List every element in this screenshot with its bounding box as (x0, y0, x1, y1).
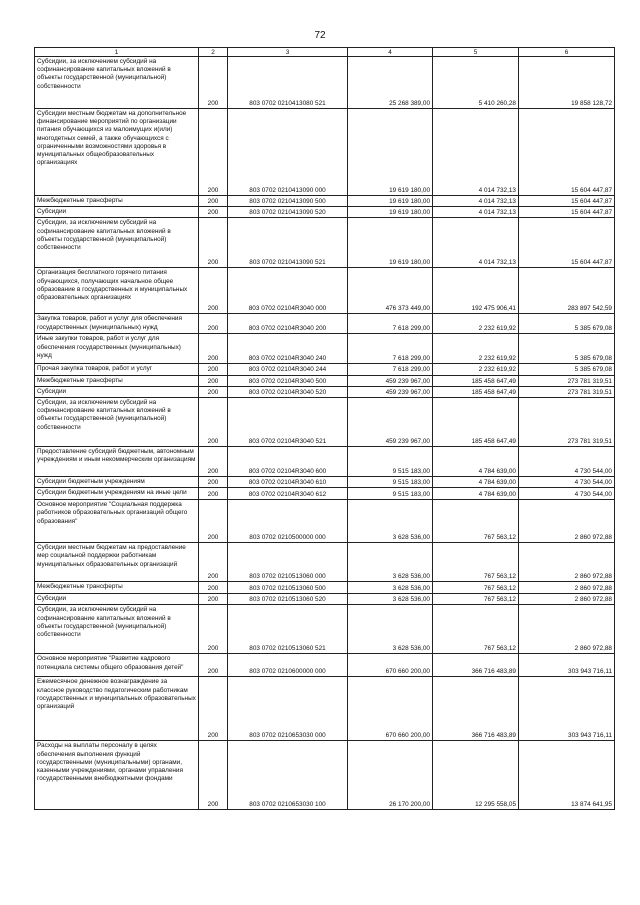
row-budget-code: 803 0702 02104R3040 244 (228, 364, 348, 375)
row-description: Субсидии местным бюджетам на предоставление мер социальной поддержки работникам муниципальных образовательных организаций (35, 543, 199, 582)
row-approved: 3 628 536,00 (348, 500, 433, 543)
row-executed: 4 014 732,13 (433, 218, 519, 268)
row-executed: 5 410 260,28 (433, 57, 519, 109)
row-unexecuted: 303 943 716,11 (519, 654, 615, 677)
table-row (35, 677, 615, 741)
row-approved: 459 239 967,00 (348, 398, 433, 447)
row-description: Субсидии (35, 207, 199, 218)
row-approved: 7 618 299,00 (348, 334, 433, 364)
table-row (35, 207, 615, 218)
row-budget-code: 803 0702 0210413090 521 (228, 218, 348, 268)
row-unexecuted: 15 604 447,87 (519, 196, 615, 207)
table-row (35, 314, 615, 334)
row-budget-code: 803 0702 0210513060 000 (228, 543, 348, 582)
row-description: Межбюджетные трансферты (35, 582, 199, 594)
row-unexecuted: 15 604 447,87 (519, 109, 615, 196)
row-budget-code: 803 0702 0210413080 521 (228, 57, 348, 109)
table-row (35, 398, 615, 447)
row-unexecuted: 2 860 972,88 (519, 605, 615, 654)
row-ved-code: 200 (199, 543, 228, 582)
row-approved: 670 660 200,00 (348, 654, 433, 677)
table-row (35, 488, 615, 500)
row-executed: 4 784 639,00 (433, 488, 519, 500)
row-executed: 4 014 732,13 (433, 196, 519, 207)
row-approved: 670 660 200,00 (348, 677, 433, 741)
row-unexecuted: 303 943 716,11 (519, 677, 615, 741)
row-approved: 26 170 200,00 (348, 741, 433, 810)
column-header-5: 5 (433, 48, 519, 57)
row-budget-code: 803 0702 02104R3040 600 (228, 447, 348, 477)
table-row (35, 543, 615, 582)
row-unexecuted: 4 730 544,00 (519, 488, 615, 500)
row-unexecuted: 19 858 128,72 (519, 57, 615, 109)
row-budget-code: 803 0702 02104R3040 521 (228, 398, 348, 447)
row-approved: 7 618 299,00 (348, 314, 433, 334)
row-ved-code: 200 (199, 375, 228, 386)
row-unexecuted: 273 781 319,51 (519, 398, 615, 447)
row-unexecuted: 5 385 679,08 (519, 364, 615, 375)
row-executed: 2 232 619,92 (433, 314, 519, 334)
row-approved: 19 619 180,00 (348, 207, 433, 218)
row-description: Субсидии, за исключением субсидий на софинансирование капитальных вложений в объекты государственной (муниципальной) собственности (35, 57, 199, 109)
row-ved-code: 200 (199, 334, 228, 364)
row-unexecuted: 5 385 679,08 (519, 334, 615, 364)
row-ved-code: 200 (199, 398, 228, 447)
row-budget-code: 803 0702 0210653030 000 (228, 677, 348, 741)
row-ved-code: 200 (199, 582, 228, 594)
row-ved-code: 200 (199, 488, 228, 500)
row-budget-code: 803 0702 0210653030 100 (228, 741, 348, 810)
row-ved-code: 200 (199, 57, 228, 109)
row-approved: 476 373 449,00 (348, 268, 433, 314)
row-description: Субсидии бюджетным учреждениям на иные цели (35, 488, 199, 500)
row-description: Организация бесплатного горячего питания обучающихся, получающих начальное общее образование в государственных и муниципальных образовательных организациях (35, 268, 199, 314)
table-row (35, 594, 615, 605)
row-approved: 3 628 536,00 (348, 605, 433, 654)
row-ved-code: 200 (199, 314, 228, 334)
table-row (35, 447, 615, 477)
row-description: Закупка товаров, работ и услуг для обеспечения государственных (муниципальных) нужд (35, 314, 199, 334)
row-budget-code: 803 0702 0210413090 000 (228, 109, 348, 196)
row-ved-code: 200 (199, 207, 228, 218)
row-executed: 2 232 619,92 (433, 364, 519, 375)
row-ved-code: 200 (199, 218, 228, 268)
row-unexecuted: 283 897 542,59 (519, 268, 615, 314)
row-budget-code: 803 0702 02104R3040 610 (228, 477, 348, 488)
row-unexecuted: 273 781 319,51 (519, 375, 615, 386)
column-header-4: 4 (348, 48, 433, 57)
row-executed: 4 014 732,13 (433, 109, 519, 196)
table-row (35, 57, 615, 109)
table-row (35, 364, 615, 375)
row-approved: 9 515 183,00 (348, 488, 433, 500)
row-approved: 459 239 967,00 (348, 375, 433, 386)
row-unexecuted: 4 730 544,00 (519, 477, 615, 488)
table-row (35, 477, 615, 488)
row-budget-code: 803 0702 02104R3040 520 (228, 386, 348, 397)
row-budget-code: 803 0702 02104R3040 500 (228, 375, 348, 386)
page-number: 72 (314, 30, 326, 41)
row-description: Основное мероприятие "Социальная поддержка работников образовательных организаций общего образования" (35, 500, 199, 543)
row-approved: 459 239 967,00 (348, 386, 433, 397)
row-approved: 9 515 183,00 (348, 477, 433, 488)
row-ved-code: 200 (199, 447, 228, 477)
row-unexecuted: 2 860 972,88 (519, 582, 615, 594)
row-description: Прочая закупка товаров, работ и услуг (35, 364, 199, 375)
row-executed: 2 232 619,92 (433, 334, 519, 364)
row-description: Межбюджетные трансферты (35, 375, 199, 386)
row-ved-code: 200 (199, 594, 228, 605)
row-description: Предоставление субсидий бюджетным, автономным учреждениям и иным некоммерческим организациям (35, 447, 199, 477)
row-executed: 767 563,12 (433, 543, 519, 582)
row-executed: 4 784 639,00 (433, 477, 519, 488)
row-approved: 9 515 183,00 (348, 447, 433, 477)
table-row (35, 109, 615, 196)
row-budget-code: 803 0702 02104R3040 612 (228, 488, 348, 500)
row-unexecuted: 15 604 447,87 (519, 207, 615, 218)
column-number-row (35, 48, 615, 57)
row-description: Межбюджетные трансферты (35, 196, 199, 207)
row-approved: 3 628 536,00 (348, 594, 433, 605)
row-budget-code: 803 0702 02104R3040 200 (228, 314, 348, 334)
row-executed: 366 716 483,89 (433, 654, 519, 677)
row-approved: 19 619 180,00 (348, 109, 433, 196)
row-executed: 185 458 647,49 (433, 398, 519, 447)
row-budget-code: 803 0702 0210600000 000 (228, 654, 348, 677)
row-executed: 4 014 732,13 (433, 207, 519, 218)
row-ved-code: 200 (199, 268, 228, 314)
row-executed: 767 563,12 (433, 594, 519, 605)
row-budget-code: 803 0702 0210513060 521 (228, 605, 348, 654)
row-budget-code: 803 0702 02104R3040 240 (228, 334, 348, 364)
row-unexecuted: 2 860 972,88 (519, 500, 615, 543)
row-ved-code: 200 (199, 196, 228, 207)
row-budget-code: 803 0702 0210513060 500 (228, 582, 348, 594)
row-ved-code: 200 (199, 109, 228, 196)
row-description: Субсидии бюджетным учреждениям (35, 477, 199, 488)
column-header-2: 2 (199, 48, 228, 57)
row-description: Субсидии местным бюджетам на дополнительное финансирование мероприятий по организации питания обучающихся из малоимущих и(или) многодетных семей, а также обучающихся с ограниченными возможностями здоровья в муниципальных общеобразовательных организациях (35, 109, 199, 196)
row-description: Субсидии (35, 594, 199, 605)
row-unexecuted: 273 781 319,51 (519, 386, 615, 397)
table-row (35, 196, 615, 207)
row-budget-code: 803 0702 02104R3040 000 (228, 268, 348, 314)
column-header-3: 3 (228, 48, 348, 57)
row-ved-code: 200 (199, 500, 228, 543)
row-unexecuted: 2 860 972,88 (519, 594, 615, 605)
row-ved-code: 200 (199, 741, 228, 810)
table-row (35, 582, 615, 594)
row-executed: 767 563,12 (433, 500, 519, 543)
row-budget-code: 803 0702 0210513060 520 (228, 594, 348, 605)
row-budget-code: 803 0702 0210413090 500 (228, 196, 348, 207)
row-ved-code: 200 (199, 677, 228, 741)
row-approved: 19 619 180,00 (348, 196, 433, 207)
table-row (35, 386, 615, 397)
table-row (35, 654, 615, 677)
row-unexecuted: 2 860 972,88 (519, 543, 615, 582)
row-ved-code: 200 (199, 477, 228, 488)
row-unexecuted: 13 874 641,95 (519, 741, 615, 810)
table-row (35, 218, 615, 268)
row-description: Ежемесячное денежное вознаграждение за классное руководство педагогическим работникам государственных и муниципальных образовательных организаций (35, 677, 199, 741)
row-approved: 19 619 180,00 (348, 218, 433, 268)
table-row (35, 741, 615, 810)
row-approved: 7 618 299,00 (348, 364, 433, 375)
table-row (35, 334, 615, 364)
row-description: Иные закупки товаров, работ и услуг для обеспечения государственных (муниципальных) нужд (35, 334, 199, 364)
row-ved-code: 200 (199, 386, 228, 397)
row-ved-code: 200 (199, 605, 228, 654)
row-executed: 4 784 639,00 (433, 447, 519, 477)
row-budget-code: 803 0702 0210413090 520 (228, 207, 348, 218)
row-executed: 767 563,12 (433, 582, 519, 594)
row-description: Субсидии (35, 386, 199, 397)
row-description: Субсидии, за исключением субсидий на софинансирование капитальных вложений в объекты государственной (муниципальной) собственности (35, 605, 199, 654)
row-approved: 3 628 536,00 (348, 582, 433, 594)
table-row (35, 500, 615, 543)
row-executed: 767 563,12 (433, 605, 519, 654)
row-ved-code: 200 (199, 654, 228, 677)
row-executed: 185 458 647,49 (433, 386, 519, 397)
row-unexecuted: 4 730 544,00 (519, 447, 615, 477)
row-executed: 12 295 558,05 (433, 741, 519, 810)
row-description: Основное мероприятие "Развитие кадрового потенциала системы общего образования детей" (35, 654, 199, 677)
row-budget-code: 803 0702 0210500000 000 (228, 500, 348, 543)
row-executed: 366 716 483,89 (433, 677, 519, 741)
column-header-6: 6 (519, 48, 615, 57)
row-description: Субсидии, за исключением субсидий на софинансирование капитальных вложений в объекты государственной (муниципальной) собственности (35, 398, 199, 447)
row-ved-code: 200 (199, 364, 228, 375)
table-row (35, 268, 615, 314)
row-description: Субсидии, за исключением субсидий на софинансирование капитальных вложений в объекты государственной (муниципальной) собственности (35, 218, 199, 268)
budget-table (34, 47, 615, 810)
row-description: Расходы на выплаты персоналу в целях обеспечения выполнения функций государственными (муниципальными) органами, казенными учреждениями, органами управления государственными внебюджетными фондами (35, 741, 199, 810)
table-row (35, 605, 615, 654)
row-executed: 192 475 906,41 (433, 268, 519, 314)
column-header-1: 1 (35, 48, 199, 57)
row-approved: 3 628 536,00 (348, 543, 433, 582)
row-unexecuted: 5 385 679,08 (519, 314, 615, 334)
row-unexecuted: 15 604 447,87 (519, 218, 615, 268)
table-row (35, 375, 615, 386)
row-executed: 185 458 647,49 (433, 375, 519, 386)
row-approved: 25 268 389,00 (348, 57, 433, 109)
